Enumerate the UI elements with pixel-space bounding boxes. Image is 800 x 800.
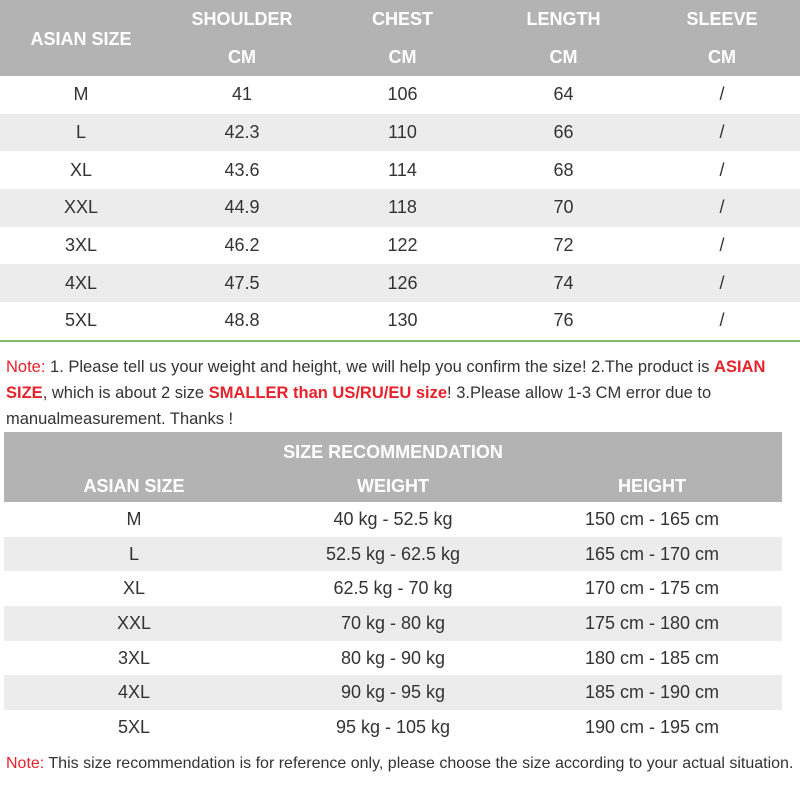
table-row [4,710,782,745]
cell-weight: 70 kg - 80 kg [340,612,446,633]
cell-sleeve: / [719,235,725,256]
table-row [0,114,800,152]
cell-shoulder: 42.3 [224,122,260,143]
cell-weight: 80 kg - 90 kg [340,647,446,668]
cell-height: 165 cm - 170 cm [584,543,720,564]
cell-length: 72 [553,235,574,256]
cell-height: 190 cm - 195 cm [584,716,720,737]
cell-length: 74 [553,272,574,293]
cell-weight: 95 kg - 105 kg [335,716,451,737]
cell-size: L [75,122,86,143]
cell-shoulder: 41 [231,84,253,105]
note-asian-size: ASIAN SIZE [6,358,766,402]
cell-shoulder: 44.9 [224,197,260,218]
cell-chest: 126 [387,272,418,293]
table-row [4,675,782,710]
cell-size: M [73,84,89,105]
cell-size: L [128,543,139,564]
cell-weight: 90 kg - 95 kg [340,682,446,703]
header-height: HEIGHT [617,476,686,496]
header-shoulder-unit: CM [228,47,256,67]
cell-height: 175 cm - 180 cm [584,612,720,633]
cell-size: XL [69,159,93,180]
table-row [4,537,782,572]
size-chart-header [0,0,800,76]
table-row [0,227,800,265]
cell-size: 4XL [117,682,151,703]
header-chest-unit: CM [388,47,417,67]
header-sleeve-unit: CM [708,47,736,67]
size-chart-table [0,0,800,340]
cell-chest: 106 [387,84,418,105]
table-row [0,76,800,114]
cell-chest: 118 [388,197,417,218]
cell-chest: 130 [387,310,418,331]
cell-sleeve: / [719,272,725,293]
cell-size: XXL [63,197,99,218]
recommendation-header [4,432,782,502]
note-text: This size recommendation is for reference only, please choose the size according to your actual situation. [44,755,794,772]
note-text-3: ! 3.Please allow 1-3 CM error due to manualmeasurement. Thanks ! [6,384,712,428]
cell-sleeve: / [719,159,725,180]
note-label: Note: [6,358,46,376]
cell-chest: 114 [388,159,417,180]
table-row [0,264,800,302]
cell-weight: 62.5 kg - 70 kg [333,578,453,599]
note-text-1: 1. Please tell us your weight and height, we will help you confirm the size! 2.The product is [45,358,715,376]
cell-height: 170 cm - 175 cm [584,578,720,599]
cell-height: 185 cm - 190 cm [584,682,720,703]
recommendation-title: SIZE RECOMMENDATION [283,442,503,462]
table-row [0,189,800,227]
cell-sleeve: / [719,84,725,105]
size-note [6,354,798,432]
cell-size: 5XL [117,716,151,737]
cell-length: 66 [553,122,574,143]
cell-shoulder: 47.5 [224,272,260,293]
cell-sleeve: / [719,197,725,218]
cell-sleeve: / [719,122,725,143]
note-smaller: SMALLER than US/RU/EU size [208,384,448,402]
cell-length: 70 [553,197,574,218]
cell-weight: 52.5 kg - 62.5 kg [325,543,461,564]
cell-size: XL [122,578,146,599]
section-divider [0,340,800,342]
header-asian-size: ASIAN SIZE [83,476,185,496]
size-recommendation-table [4,432,782,745]
header-length: LENGTH [526,9,601,29]
cell-height: 150 cm - 165 cm [584,508,720,529]
cell-size: 3XL [117,647,151,668]
cell-length: 64 [553,84,574,105]
table-row [4,502,782,537]
cell-sleeve: / [719,310,725,331]
header-sleeve: SLEEVE [686,9,758,29]
cell-shoulder: 43.6 [224,159,260,180]
cell-weight: 40 kg - 52.5 kg [333,508,453,529]
header-chest: CHEST [371,9,433,29]
cell-size: 5XL [64,310,98,331]
cell-length: 68 [553,159,574,180]
header-weight: WEIGHT [357,476,429,496]
cell-size: 4XL [64,272,98,293]
header-shoulder: SHOULDER [191,9,293,29]
table-row [4,606,782,641]
cell-size: 3XL [64,235,98,256]
table-row [4,571,782,606]
cell-shoulder: 46.2 [224,235,260,256]
cell-height: 180 cm - 185 cm [584,647,720,668]
cell-size: XXL [116,612,152,633]
header-asian-size: ASIAN SIZE [30,29,132,49]
cell-length: 76 [553,310,574,331]
table-row [0,302,800,340]
header-length-unit: CM [549,47,578,67]
cell-chest: 122 [387,235,418,256]
cell-chest: 110 [388,122,417,143]
table-row [4,641,782,676]
cell-size: M [126,508,142,529]
cell-shoulder: 48.8 [224,310,260,331]
note-label: Note: [6,755,45,772]
recommendation-note [6,752,796,776]
note-text-2: , which is about 2 size [42,384,209,402]
table-row [0,151,800,189]
